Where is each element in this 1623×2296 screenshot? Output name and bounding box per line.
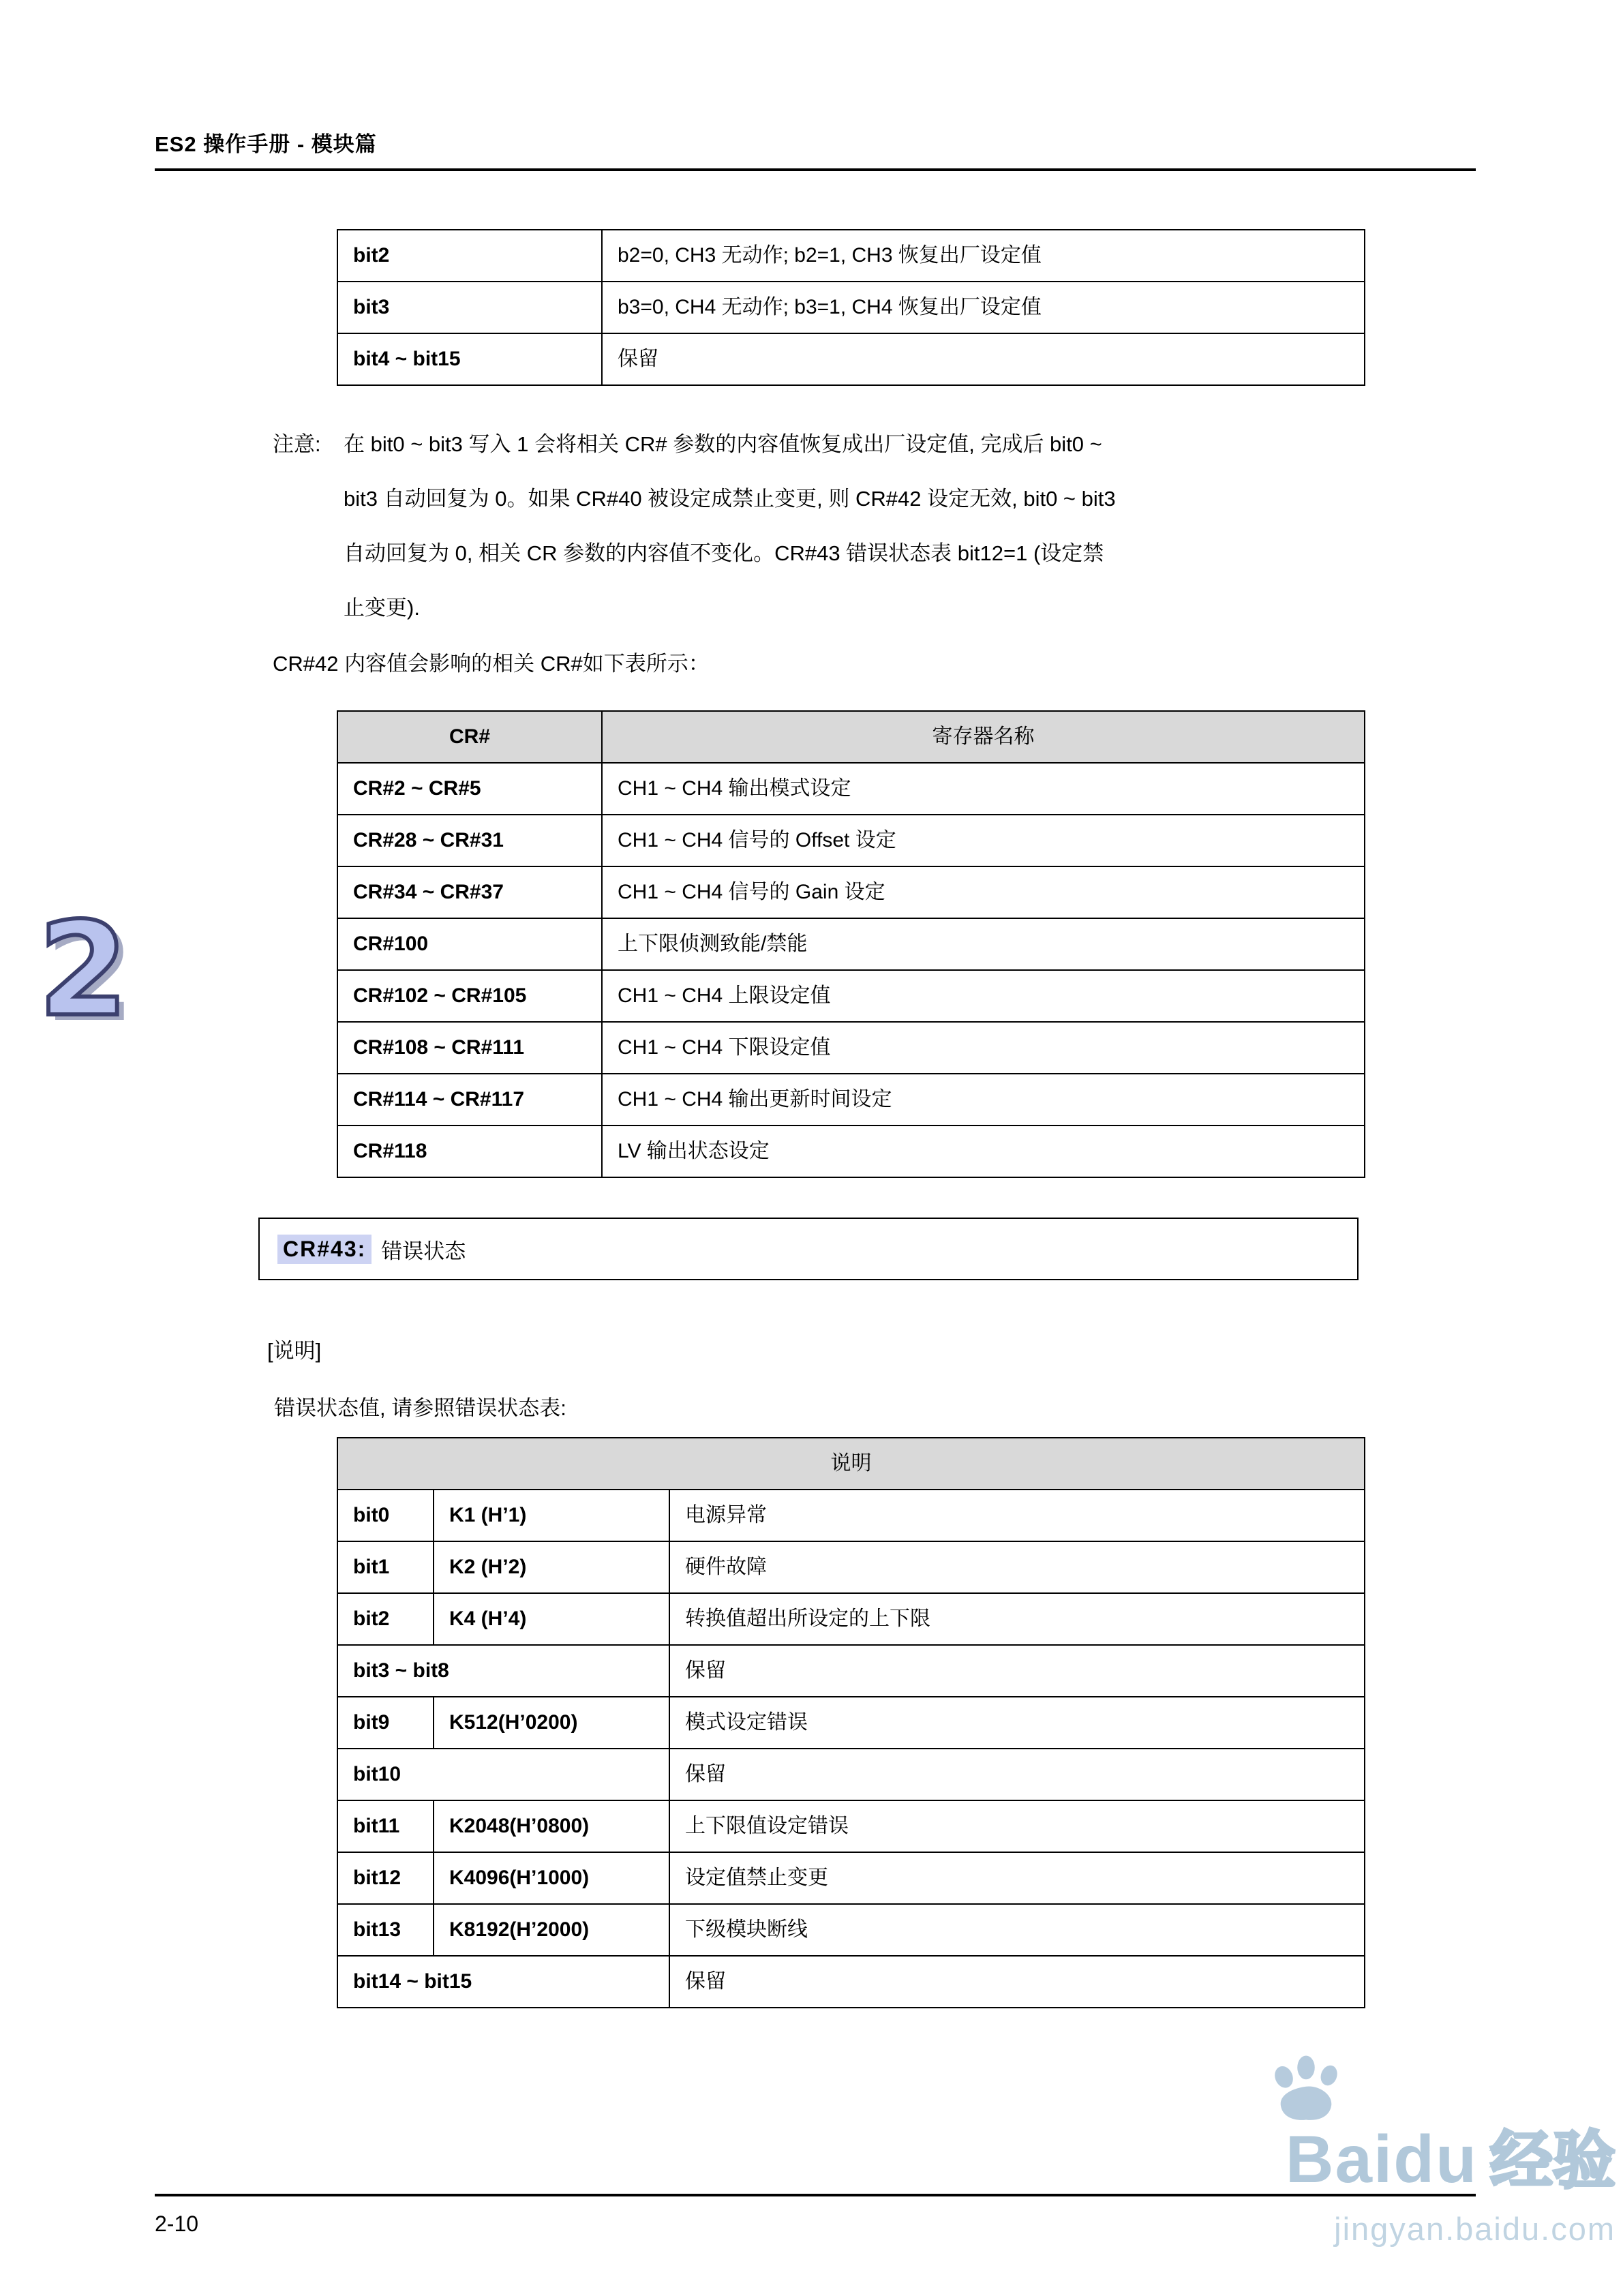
desc-cell: 上下限值设定错误 [669, 1800, 1365, 1852]
table-row [337, 333, 1365, 385]
watermark-brand-cn: 经验 [1489, 2126, 1616, 2196]
bit-cell: bit4 ~ bit15 [337, 333, 602, 385]
name-cell: CH1 ~ CH4 上限设定值 [602, 970, 1365, 1022]
table-row [337, 1852, 1365, 1904]
bit-cell: bit3 ~ bit8 [337, 1645, 669, 1697]
table-row [337, 1022, 1365, 1074]
bit-cell: bit12 [337, 1852, 434, 1904]
table-row [337, 815, 1365, 866]
value-cell: K2048(H’0800) [434, 1800, 669, 1852]
table-row [337, 763, 1365, 815]
table-row [337, 1645, 1365, 1697]
table-row [337, 230, 1365, 282]
bit-cell: bit2 [337, 230, 602, 282]
table-row [337, 1749, 1365, 1800]
cr-cell: CR#114 ~ CR#117 [337, 1074, 602, 1126]
table-row [337, 1593, 1365, 1645]
table-row [337, 1956, 1365, 2008]
page-number: 2-10 [155, 2211, 199, 2236]
table-row [337, 1490, 1365, 1541]
desc-cell: 电源异常 [669, 1490, 1365, 1541]
name-cell: CH1 ~ CH4 信号的 Gain 设定 [602, 866, 1365, 918]
watermark-brand-line [1152, 2111, 1616, 2201]
error-table-intro: 错误状态值, 请参照错误状态表: [274, 1396, 566, 1420]
name-cell: CH1 ~ CH4 输出更新时间设定 [602, 1074, 1365, 1126]
value-cell: K8192(H’2000) [434, 1904, 669, 1956]
header-cell-name: 寄存器名称 [602, 711, 1365, 763]
table-row [337, 918, 1365, 970]
header-cell-cr: CR# [337, 711, 602, 763]
name-cell: CH1 ~ CH4 下限设定值 [602, 1022, 1365, 1074]
bit-cell: bit11 [337, 1800, 434, 1852]
bit-reset-table [337, 229, 1365, 386]
paw-icon [1266, 2053, 1346, 2132]
desc-cell: 硬件故障 [669, 1541, 1365, 1593]
table-row [337, 1697, 1365, 1749]
desc-cell: 保留 [669, 1645, 1365, 1697]
desc-cell: 转换值超出所设定的上下限 [669, 1593, 1365, 1645]
cr-cell: CR#102 ~ CR#105 [337, 970, 602, 1022]
bit-cell: bit3 [337, 282, 602, 333]
value-cell: K4 (H’4) [434, 1593, 669, 1645]
table-row [337, 282, 1365, 333]
bit-cell: bit9 [337, 1697, 434, 1749]
cr43-section-header [258, 1218, 1359, 1280]
bit-cell: bit13 [337, 1904, 434, 1956]
value-cell: K1 (H’1) [434, 1490, 669, 1541]
desc-cell: b3=0, CH4 无动作; b3=1, CH4 恢复出厂设定值 [602, 282, 1365, 333]
cr-cell: CR#34 ~ CR#37 [337, 866, 602, 918]
page-header: ES2 操作手册 - 模块篇 [155, 127, 1476, 171]
table-row [337, 1800, 1365, 1852]
cr-cell: CR#118 [337, 1126, 602, 1177]
chapter-number-graphic: 2 [38, 894, 129, 1045]
cr-cell: CR#108 ~ CR#111 [337, 1022, 602, 1074]
cr43-register-title: 错误状态 [381, 1239, 466, 1263]
watermark-url: jingyan.baidu.com [1334, 2211, 1616, 2247]
cr43-register-label: CR#43: [277, 1235, 371, 1264]
desc-cell: 模式设定错误 [669, 1697, 1365, 1749]
watermark-brand-text: Baidu [1285, 2121, 1478, 2196]
table-row [337, 866, 1365, 918]
desc-cell: 保留 [669, 1749, 1365, 1800]
note-line: bit3 自动回复为 0。如果 CR#40 被设定成禁止变更, 则 CR#42 设定无效, bit0 ~ bit3 [344, 487, 1116, 511]
note-text [344, 417, 1116, 635]
name-cell: CH1 ~ CH4 输出模式设定 [602, 763, 1365, 815]
table-row [337, 1074, 1365, 1126]
bit-cell: bit10 [337, 1749, 669, 1800]
value-cell: K2 (H’2) [434, 1541, 669, 1593]
cr-cell: CR#100 [337, 918, 602, 970]
desc-cell: 设定值禁止变更 [669, 1852, 1365, 1904]
value-cell: K4096(H’1000) [434, 1852, 669, 1904]
explanation-label: [说明] [267, 1339, 322, 1363]
desc-cell: 下级模块断线 [669, 1904, 1365, 1956]
value-cell: K512(H’0200) [434, 1697, 669, 1749]
desc-cell: 保留 [602, 333, 1365, 385]
cr-register-table [337, 710, 1365, 1178]
error-status-table [337, 1437, 1365, 2008]
cr-cell: CR#2 ~ CR#5 [337, 763, 602, 815]
desc-cell: b2=0, CH3 无动作; b2=1, CH3 恢复出厂设定值 [602, 230, 1365, 282]
table-header-row [337, 1438, 1365, 1490]
bit-cell: bit1 [337, 1541, 434, 1593]
name-cell: LV 输出状态设定 [602, 1126, 1365, 1177]
table-row [337, 970, 1365, 1022]
bit-cell: bit14 ~ bit15 [337, 1956, 669, 2008]
note-line: 止变更). [344, 596, 420, 620]
note-label: 注意: [273, 432, 321, 456]
table-row [337, 1541, 1365, 1593]
note-line: 在 bit0 ~ bit3 写入 1 会将相关 CR# 参数的内容值恢复成出厂设定值, 完成后 bit0 ~ [344, 432, 1102, 456]
table-row [337, 1126, 1365, 1177]
desc-cell: 保留 [669, 1956, 1365, 2008]
bit-cell: bit0 [337, 1490, 434, 1541]
table-header-row [337, 711, 1365, 763]
table-row [337, 1904, 1365, 1956]
baidu-jingyan-watermark [1152, 2052, 1616, 2248]
cr-cell: CR#28 ~ CR#31 [337, 815, 602, 866]
cr-table-intro: CR#42 内容值会影响的相关 CR#如下表所示： [273, 652, 710, 676]
name-cell: 上下限侦测致能/禁能 [602, 918, 1365, 970]
note-line: 自动回复为 0, 相关 CR 参数的内容值不变化。CR#43 错误状态表 bit12=1 (设定禁 [344, 541, 1104, 565]
note-paragraph [273, 417, 1391, 635]
bit-cell: bit2 [337, 1593, 434, 1645]
name-cell: CH1 ~ CH4 信号的 Offset 设定 [602, 815, 1365, 866]
header-cell-desc: 说明 [337, 1438, 1365, 1490]
